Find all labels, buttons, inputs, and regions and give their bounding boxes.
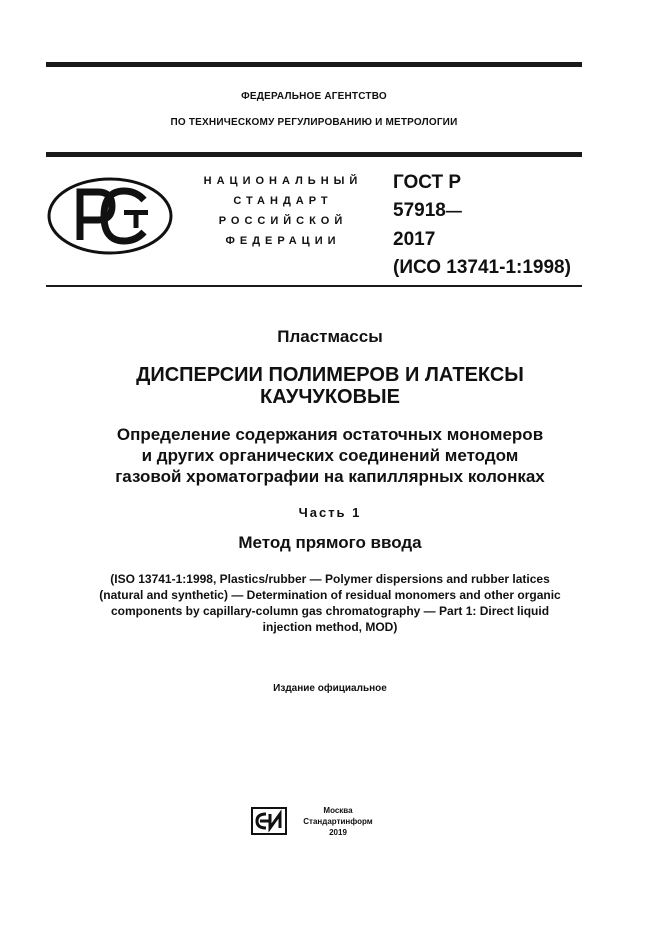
rst-certification-mark-icon — [46, 176, 174, 256]
top-rule — [46, 62, 582, 67]
standard-line-2: СТАНДАРТ — [233, 195, 333, 207]
title-part: Часть 1 — [298, 505, 362, 520]
title-main-line-2: КАУЧУКОВЫЕ — [260, 386, 400, 408]
standard-line-3: РОССИЙСКОЙ — [218, 215, 348, 227]
publisher-name: Стандартинформ — [303, 817, 373, 826]
title-sub-line-2: и других органических соединений методом — [141, 446, 519, 465]
title-sub-line-3: газовой хроматографии на капиллярных колонках — [115, 467, 545, 486]
bottom-rule — [46, 285, 582, 287]
title-group: Пластмассы — [277, 327, 383, 346]
title-sub — [30, 424, 630, 487]
standartinform-logo-icon — [251, 807, 287, 835]
iso-line-4: injection method, MOD) — [262, 620, 398, 634]
gost-number: 57918 — [393, 200, 446, 221]
gost-dash: — — [445, 203, 462, 220]
iso-reference — [30, 571, 630, 635]
standard-lines — [188, 171, 378, 251]
standard-line-1: НАЦИОНАЛЬНЫЙ — [203, 175, 363, 187]
publisher-year: 2019 — [329, 828, 347, 837]
agency-line-1: ФЕДЕРАЛЬНОЕ АГЕНТСТВО — [241, 91, 387, 102]
gost-designation — [393, 169, 571, 282]
iso-line-2: (natural and synthetic) — Determination of residual monomers and other organic — [99, 588, 561, 602]
gost-line-1: ГОСТ Р — [393, 172, 462, 193]
title-method: Метод прямого ввода — [238, 533, 422, 552]
middle-rule — [46, 152, 582, 157]
publisher-city: Москва — [323, 806, 353, 815]
publisher-info — [296, 805, 380, 838]
agency-line-2: ПО ТЕХНИЧЕСКОМУ РЕГУЛИРОВАНИЮ И МЕТРОЛОГИИ — [170, 117, 458, 128]
gost-line-4: (ИСО 13741-1:1998) — [393, 257, 571, 278]
title-main — [30, 364, 630, 408]
standard-line-4: ФЕДЕРАЦИИ — [225, 235, 341, 247]
gost-line-2 — [393, 197, 571, 226]
title-sub-line-1: Определение содержания остаточных мономеров — [116, 425, 544, 444]
title-main-line-1: ДИСПЕРСИИ ПОЛИМЕРОВ И ЛАТЕКСЫ — [136, 364, 524, 386]
edition-label: Издание официальное — [273, 683, 387, 694]
iso-line-1: (ISO 13741-1:1998, Plastics/rubber — Polymer dispersions and rubber latices — [110, 572, 550, 586]
iso-line-3: components by capillary-column gas chromatography — Part 1: Direct liquid — [110, 604, 550, 618]
gost-line-3: 2017 — [393, 229, 436, 250]
